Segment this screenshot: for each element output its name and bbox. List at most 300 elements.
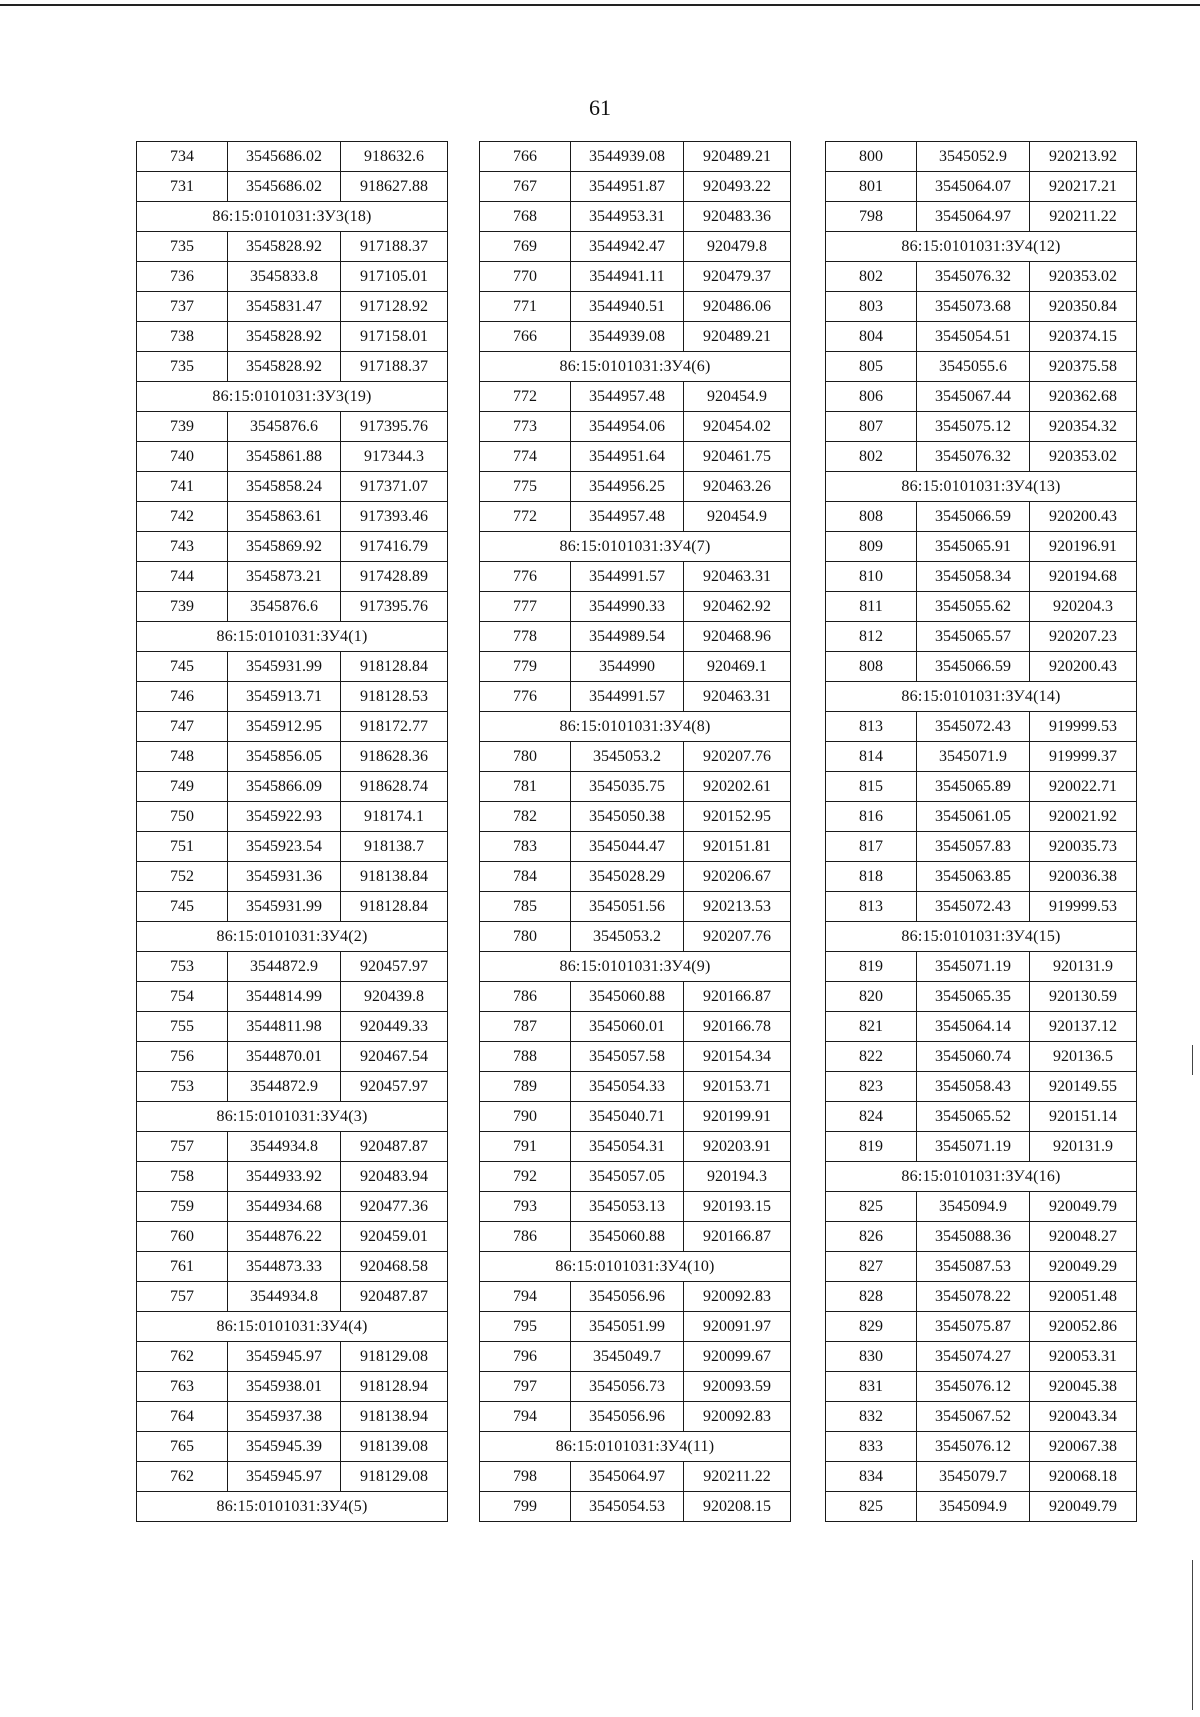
point-number-cell: 794 [480, 1402, 571, 1432]
y-coordinate-cell: 920487.87 [341, 1282, 448, 1312]
y-coordinate-cell: 920092.83 [684, 1402, 791, 1432]
x-coordinate-cell: 3545073.68 [917, 292, 1030, 322]
point-row [137, 292, 448, 322]
y-coordinate-cell: 917105.01 [341, 262, 448, 292]
point-row [480, 562, 791, 592]
scan-edge-mark [1192, 1045, 1193, 1075]
point-row [137, 412, 448, 442]
x-coordinate-cell: 3545060.88 [571, 1222, 684, 1252]
x-coordinate-cell: 3545074.27 [917, 1342, 1030, 1372]
y-coordinate-cell: 920200.43 [1030, 502, 1137, 532]
point-row [480, 502, 791, 532]
point-row [137, 742, 448, 772]
point-number-cell: 772 [480, 382, 571, 412]
point-number-cell: 752 [137, 862, 228, 892]
point-number-cell: 781 [480, 772, 571, 802]
point-row [137, 1282, 448, 1312]
point-number-cell: 770 [480, 262, 571, 292]
x-coordinate-cell: 3545912.95 [228, 712, 341, 742]
point-row [826, 1432, 1137, 1462]
point-number-cell: 763 [137, 1372, 228, 1402]
point-row [826, 592, 1137, 622]
point-number-cell: 830 [826, 1342, 917, 1372]
y-coordinate-cell: 918627.88 [341, 172, 448, 202]
point-row [137, 862, 448, 892]
x-coordinate-cell: 3545945.39 [228, 1432, 341, 1462]
point-row [480, 1042, 791, 1072]
parcel-header-row [826, 1162, 1137, 1192]
y-coordinate-cell: 920049.29 [1030, 1252, 1137, 1282]
point-number-cell: 799 [480, 1492, 571, 1522]
point-row [480, 472, 791, 502]
x-coordinate-cell: 3544870.01 [228, 1042, 341, 1072]
y-coordinate-cell: 918632.6 [341, 142, 448, 172]
x-coordinate-cell: 3545076.32 [917, 442, 1030, 472]
point-row [137, 262, 448, 292]
point-row [826, 832, 1137, 862]
point-number-cell: 826 [826, 1222, 917, 1252]
point-row [137, 142, 448, 172]
x-coordinate-cell: 3545055.62 [917, 592, 1030, 622]
x-coordinate-cell: 3545040.71 [571, 1102, 684, 1132]
x-coordinate-cell: 3545828.92 [228, 352, 341, 382]
y-coordinate-cell: 918128.94 [341, 1372, 448, 1402]
parcel-header-row [480, 712, 791, 742]
x-coordinate-cell: 3545087.53 [917, 1252, 1030, 1282]
point-number-cell: 780 [480, 922, 571, 952]
point-number-cell: 814 [826, 742, 917, 772]
point-number-cell: 757 [137, 1132, 228, 1162]
y-coordinate-cell: 918128.84 [341, 652, 448, 682]
point-number-cell: 764 [137, 1402, 228, 1432]
x-coordinate-cell: 3545831.47 [228, 292, 341, 322]
point-number-cell: 738 [137, 322, 228, 352]
y-coordinate-cell: 918129.08 [341, 1462, 448, 1492]
parcel-header-row [826, 232, 1137, 262]
cadastral-number-cell: 86:15:0101031:ЗУ4(7) [480, 532, 791, 562]
point-number-cell: 803 [826, 292, 917, 322]
x-coordinate-cell: 3545057.83 [917, 832, 1030, 862]
y-coordinate-cell: 920130.59 [1030, 982, 1137, 1012]
x-coordinate-cell: 3545945.97 [228, 1462, 341, 1492]
point-number-cell: 754 [137, 982, 228, 1012]
x-coordinate-cell: 3545869.92 [228, 532, 341, 562]
x-coordinate-cell: 3545056.96 [571, 1402, 684, 1432]
point-number-cell: 748 [137, 742, 228, 772]
point-row [137, 712, 448, 742]
point-number-cell: 784 [480, 862, 571, 892]
scan-edge-mark [1192, 1560, 1193, 1710]
point-row [826, 262, 1137, 292]
y-coordinate-cell: 920213.92 [1030, 142, 1137, 172]
x-coordinate-cell: 3545058.43 [917, 1072, 1030, 1102]
x-coordinate-cell: 3545913.71 [228, 682, 341, 712]
x-coordinate-cell: 3544991.57 [571, 562, 684, 592]
cadastral-number-cell: 86:15:0101031:ЗУ4(4) [137, 1312, 448, 1342]
cadastral-number-cell: 86:15:0101031:ЗУ4(6) [480, 352, 791, 382]
x-coordinate-cell: 3544814.99 [228, 982, 341, 1012]
cadastral-number-cell: 86:15:0101031:ЗУ4(13) [826, 472, 1137, 502]
point-number-cell: 788 [480, 1042, 571, 1072]
x-coordinate-cell: 3545686.02 [228, 142, 341, 172]
x-coordinate-cell: 3545931.99 [228, 892, 341, 922]
parcel-header-row [480, 1252, 791, 1282]
cadastral-number-cell: 86:15:0101031:ЗУ4(2) [137, 922, 448, 952]
x-coordinate-cell: 3544872.9 [228, 1072, 341, 1102]
point-row [826, 1072, 1137, 1102]
point-row [137, 442, 448, 472]
x-coordinate-cell: 3545076.12 [917, 1432, 1030, 1462]
cadastral-number-cell: 86:15:0101031:ЗУ4(16) [826, 1162, 1137, 1192]
x-coordinate-cell: 3544940.51 [571, 292, 684, 322]
point-number-cell: 831 [826, 1372, 917, 1402]
y-coordinate-cell: 920463.26 [684, 472, 791, 502]
point-row [480, 742, 791, 772]
y-coordinate-cell: 920353.02 [1030, 442, 1137, 472]
point-number-cell: 808 [826, 652, 917, 682]
x-coordinate-cell: 3545075.87 [917, 1312, 1030, 1342]
point-number-cell: 809 [826, 532, 917, 562]
x-coordinate-cell: 3544934.8 [228, 1282, 341, 1312]
x-coordinate-cell: 3545828.92 [228, 322, 341, 352]
x-coordinate-cell: 3544990 [571, 652, 684, 682]
point-row [480, 1372, 791, 1402]
point-number-cell: 737 [137, 292, 228, 322]
point-row [480, 652, 791, 682]
parcel-header-row [480, 1432, 791, 1462]
x-coordinate-cell: 3545065.35 [917, 982, 1030, 1012]
y-coordinate-cell: 920462.92 [684, 592, 791, 622]
y-coordinate-cell: 920350.84 [1030, 292, 1137, 322]
point-number-cell: 767 [480, 172, 571, 202]
x-coordinate-cell: 3545057.05 [571, 1162, 684, 1192]
y-coordinate-cell: 920207.76 [684, 922, 791, 952]
y-coordinate-cell: 920207.76 [684, 742, 791, 772]
point-row [480, 412, 791, 442]
point-number-cell: 768 [480, 202, 571, 232]
x-coordinate-cell: 3545094.9 [917, 1192, 1030, 1222]
y-coordinate-cell: 920049.79 [1030, 1492, 1137, 1522]
y-coordinate-cell: 920461.75 [684, 442, 791, 472]
x-coordinate-cell: 3545833.8 [228, 262, 341, 292]
point-row [137, 1402, 448, 1432]
point-row [480, 922, 791, 952]
point-number-cell: 769 [480, 232, 571, 262]
x-coordinate-cell: 3545076.12 [917, 1372, 1030, 1402]
y-coordinate-cell: 920035.73 [1030, 832, 1137, 862]
point-number-cell: 785 [480, 892, 571, 922]
y-coordinate-cell: 920068.18 [1030, 1462, 1137, 1492]
point-row [137, 1252, 448, 1282]
y-coordinate-cell: 920166.87 [684, 982, 791, 1012]
y-coordinate-cell: 920469.1 [684, 652, 791, 682]
point-number-cell: 802 [826, 262, 917, 292]
y-coordinate-cell: 917188.37 [341, 232, 448, 262]
point-number-cell: 824 [826, 1102, 917, 1132]
point-number-cell: 739 [137, 592, 228, 622]
point-row [480, 202, 791, 232]
point-number-cell: 828 [826, 1282, 917, 1312]
x-coordinate-cell: 3544951.64 [571, 442, 684, 472]
cadastral-number-cell: 86:15:0101031:ЗУ4(9) [480, 952, 791, 982]
point-number-cell: 753 [137, 1072, 228, 1102]
y-coordinate-cell: 918174.1 [341, 802, 448, 832]
x-coordinate-cell: 3545052.9 [917, 142, 1030, 172]
parcel-header-row [826, 472, 1137, 502]
point-number-cell: 776 [480, 682, 571, 712]
point-number-cell: 827 [826, 1252, 917, 1282]
x-coordinate-cell: 3545064.07 [917, 172, 1030, 202]
point-number-cell: 810 [826, 562, 917, 592]
point-number-cell: 772 [480, 502, 571, 532]
cadastral-number-cell: 86:15:0101031:ЗУ4(3) [137, 1102, 448, 1132]
page-number: 61 [589, 95, 611, 120]
coordinates-table-column-3 [825, 141, 1137, 1522]
y-coordinate-cell: 920211.22 [1030, 202, 1137, 232]
x-coordinate-cell: 3545054.33 [571, 1072, 684, 1102]
parcel-header-row [137, 1312, 448, 1342]
point-number-cell: 777 [480, 592, 571, 622]
point-row [826, 1192, 1137, 1222]
point-number-cell: 807 [826, 412, 917, 442]
point-row [826, 742, 1137, 772]
x-coordinate-cell: 3545065.89 [917, 772, 1030, 802]
x-coordinate-cell: 3545051.99 [571, 1312, 684, 1342]
point-row [826, 352, 1137, 382]
point-row [826, 442, 1137, 472]
x-coordinate-cell: 3545828.92 [228, 232, 341, 262]
y-coordinate-cell: 920149.55 [1030, 1072, 1137, 1102]
x-coordinate-cell: 3545945.97 [228, 1342, 341, 1372]
point-row [826, 982, 1137, 1012]
y-coordinate-cell: 920463.31 [684, 562, 791, 592]
point-row [480, 172, 791, 202]
x-coordinate-cell: 3545863.61 [228, 502, 341, 532]
point-row [137, 1042, 448, 1072]
point-number-cell: 778 [480, 622, 571, 652]
x-coordinate-cell: 3545049.7 [571, 1342, 684, 1372]
y-coordinate-cell: 920479.37 [684, 262, 791, 292]
y-coordinate-cell: 920202.61 [684, 772, 791, 802]
x-coordinate-cell: 3545076.32 [917, 262, 1030, 292]
y-coordinate-cell: 920166.78 [684, 1012, 791, 1042]
point-row [137, 532, 448, 562]
x-coordinate-cell: 3544873.33 [228, 1252, 341, 1282]
x-coordinate-cell: 3544957.48 [571, 382, 684, 412]
point-row [137, 1462, 448, 1492]
y-coordinate-cell: 917188.37 [341, 352, 448, 382]
y-coordinate-cell: 920457.97 [341, 952, 448, 982]
point-row [137, 1372, 448, 1402]
x-coordinate-cell: 3544953.31 [571, 202, 684, 232]
point-number-cell: 740 [137, 442, 228, 472]
x-coordinate-cell: 3545931.99 [228, 652, 341, 682]
point-row [826, 562, 1137, 592]
parcel-header-row [137, 1492, 448, 1522]
point-row [480, 892, 791, 922]
point-row [826, 1462, 1137, 1492]
point-number-cell: 771 [480, 292, 571, 322]
point-row [137, 1192, 448, 1222]
y-coordinate-cell: 920468.96 [684, 622, 791, 652]
y-coordinate-cell: 917371.07 [341, 472, 448, 502]
parcel-header-row [480, 352, 791, 382]
y-coordinate-cell: 920454.9 [684, 502, 791, 532]
cadastral-number-cell: 86:15:0101031:ЗУ4(5) [137, 1492, 448, 1522]
y-coordinate-cell: 920091.97 [684, 1312, 791, 1342]
x-coordinate-cell: 3545064.97 [917, 202, 1030, 232]
x-coordinate-cell: 3545071.9 [917, 742, 1030, 772]
point-row [137, 322, 448, 352]
y-coordinate-cell: 920049.79 [1030, 1192, 1137, 1222]
y-coordinate-cell: 920454.02 [684, 412, 791, 442]
point-row [137, 172, 448, 202]
point-number-cell: 825 [826, 1192, 917, 1222]
point-number-cell: 833 [826, 1432, 917, 1462]
y-coordinate-cell: 920166.87 [684, 1222, 791, 1252]
point-row [480, 1492, 791, 1522]
point-row [826, 322, 1137, 352]
x-coordinate-cell: 3544876.22 [228, 1222, 341, 1252]
point-number-cell: 823 [826, 1072, 917, 1102]
point-row [480, 832, 791, 862]
point-number-cell: 817 [826, 832, 917, 862]
point-number-cell: 779 [480, 652, 571, 682]
point-row [480, 862, 791, 892]
point-row [826, 502, 1137, 532]
point-row [137, 592, 448, 622]
point-number-cell: 739 [137, 412, 228, 442]
point-row [137, 472, 448, 502]
y-coordinate-cell: 918129.08 [341, 1342, 448, 1372]
y-coordinate-cell: 920131.9 [1030, 952, 1137, 982]
y-coordinate-cell: 920207.23 [1030, 622, 1137, 652]
point-number-cell: 796 [480, 1342, 571, 1372]
point-number-cell: 808 [826, 502, 917, 532]
x-coordinate-cell: 3545072.43 [917, 712, 1030, 742]
x-coordinate-cell: 3545876.6 [228, 592, 341, 622]
x-coordinate-cell: 3545937.38 [228, 1402, 341, 1432]
point-row [826, 712, 1137, 742]
point-number-cell: 749 [137, 772, 228, 802]
point-number-cell: 735 [137, 232, 228, 262]
point-row [480, 1462, 791, 1492]
x-coordinate-cell: 3545066.59 [917, 652, 1030, 682]
point-row [137, 892, 448, 922]
x-coordinate-cell: 3545064.14 [917, 1012, 1030, 1042]
x-coordinate-cell: 3544957.48 [571, 502, 684, 532]
y-coordinate-cell: 920213.53 [684, 892, 791, 922]
y-coordinate-cell: 920457.97 [341, 1072, 448, 1102]
y-coordinate-cell: 920374.15 [1030, 322, 1137, 352]
y-coordinate-cell: 920099.67 [684, 1342, 791, 1372]
point-number-cell: 757 [137, 1282, 228, 1312]
y-coordinate-cell: 920052.86 [1030, 1312, 1137, 1342]
point-number-cell: 804 [826, 322, 917, 352]
y-coordinate-cell: 917344.3 [341, 442, 448, 472]
cadastral-number-cell: 86:15:0101031:ЗУ3(19) [137, 382, 448, 412]
point-number-cell: 821 [826, 1012, 917, 1042]
y-coordinate-cell: 918628.74 [341, 772, 448, 802]
point-number-cell: 792 [480, 1162, 571, 1192]
point-row [137, 652, 448, 682]
x-coordinate-cell: 3545028.29 [571, 862, 684, 892]
x-coordinate-cell: 3544934.8 [228, 1132, 341, 1162]
point-row [826, 1102, 1137, 1132]
y-coordinate-cell: 917428.89 [341, 562, 448, 592]
point-row [480, 1132, 791, 1162]
point-number-cell: 797 [480, 1372, 571, 1402]
y-coordinate-cell: 920483.36 [684, 202, 791, 232]
x-coordinate-cell: 3544872.9 [228, 952, 341, 982]
x-coordinate-cell: 3544990.33 [571, 592, 684, 622]
y-coordinate-cell: 917416.79 [341, 532, 448, 562]
y-coordinate-cell: 917158.01 [341, 322, 448, 352]
coordinates-table-column-1 [136, 141, 448, 1522]
point-number-cell: 829 [826, 1312, 917, 1342]
point-number-cell: 790 [480, 1102, 571, 1132]
x-coordinate-cell: 3545054.53 [571, 1492, 684, 1522]
point-row [480, 1192, 791, 1222]
point-row [480, 232, 791, 262]
x-coordinate-cell: 3544934.68 [228, 1192, 341, 1222]
point-row [826, 142, 1137, 172]
y-coordinate-cell: 919999.53 [1030, 712, 1137, 742]
point-number-cell: 818 [826, 862, 917, 892]
point-row [480, 802, 791, 832]
y-coordinate-cell: 918172.77 [341, 712, 448, 742]
point-row [480, 622, 791, 652]
point-number-cell: 731 [137, 172, 228, 202]
y-coordinate-cell: 920479.8 [684, 232, 791, 262]
x-coordinate-cell: 3545060.01 [571, 1012, 684, 1042]
point-number-cell: 786 [480, 1222, 571, 1252]
point-row [826, 802, 1137, 832]
x-coordinate-cell: 3545094.9 [917, 1492, 1030, 1522]
x-coordinate-cell: 3545866.09 [228, 772, 341, 802]
y-coordinate-cell: 920194.3 [684, 1162, 791, 1192]
point-number-cell: 819 [826, 1132, 917, 1162]
y-coordinate-cell: 920449.33 [341, 1012, 448, 1042]
point-number-cell: 743 [137, 532, 228, 562]
y-coordinate-cell: 920211.22 [684, 1462, 791, 1492]
point-row [137, 982, 448, 1012]
point-number-cell: 780 [480, 742, 571, 772]
y-coordinate-cell: 920093.59 [684, 1372, 791, 1402]
x-coordinate-cell: 3544951.87 [571, 172, 684, 202]
point-number-cell: 819 [826, 952, 917, 982]
y-coordinate-cell: 918128.53 [341, 682, 448, 712]
point-row [137, 802, 448, 832]
x-coordinate-cell: 3545050.38 [571, 802, 684, 832]
y-coordinate-cell: 920131.9 [1030, 1132, 1137, 1162]
point-row [137, 1012, 448, 1042]
y-coordinate-cell: 920439.8 [341, 982, 448, 1012]
y-coordinate-cell: 920362.68 [1030, 382, 1137, 412]
y-coordinate-cell: 920489.21 [684, 322, 791, 352]
x-coordinate-cell: 3545079.7 [917, 1462, 1030, 1492]
y-coordinate-cell: 920193.15 [684, 1192, 791, 1222]
point-row [826, 412, 1137, 442]
x-coordinate-cell: 3545053.13 [571, 1192, 684, 1222]
y-coordinate-cell: 917395.76 [341, 412, 448, 442]
y-coordinate-cell: 920043.34 [1030, 1402, 1137, 1432]
point-number-cell: 793 [480, 1192, 571, 1222]
x-coordinate-cell: 3545061.05 [917, 802, 1030, 832]
point-number-cell: 789 [480, 1072, 571, 1102]
y-coordinate-cell: 920092.83 [684, 1282, 791, 1312]
y-coordinate-cell: 918138.94 [341, 1402, 448, 1432]
